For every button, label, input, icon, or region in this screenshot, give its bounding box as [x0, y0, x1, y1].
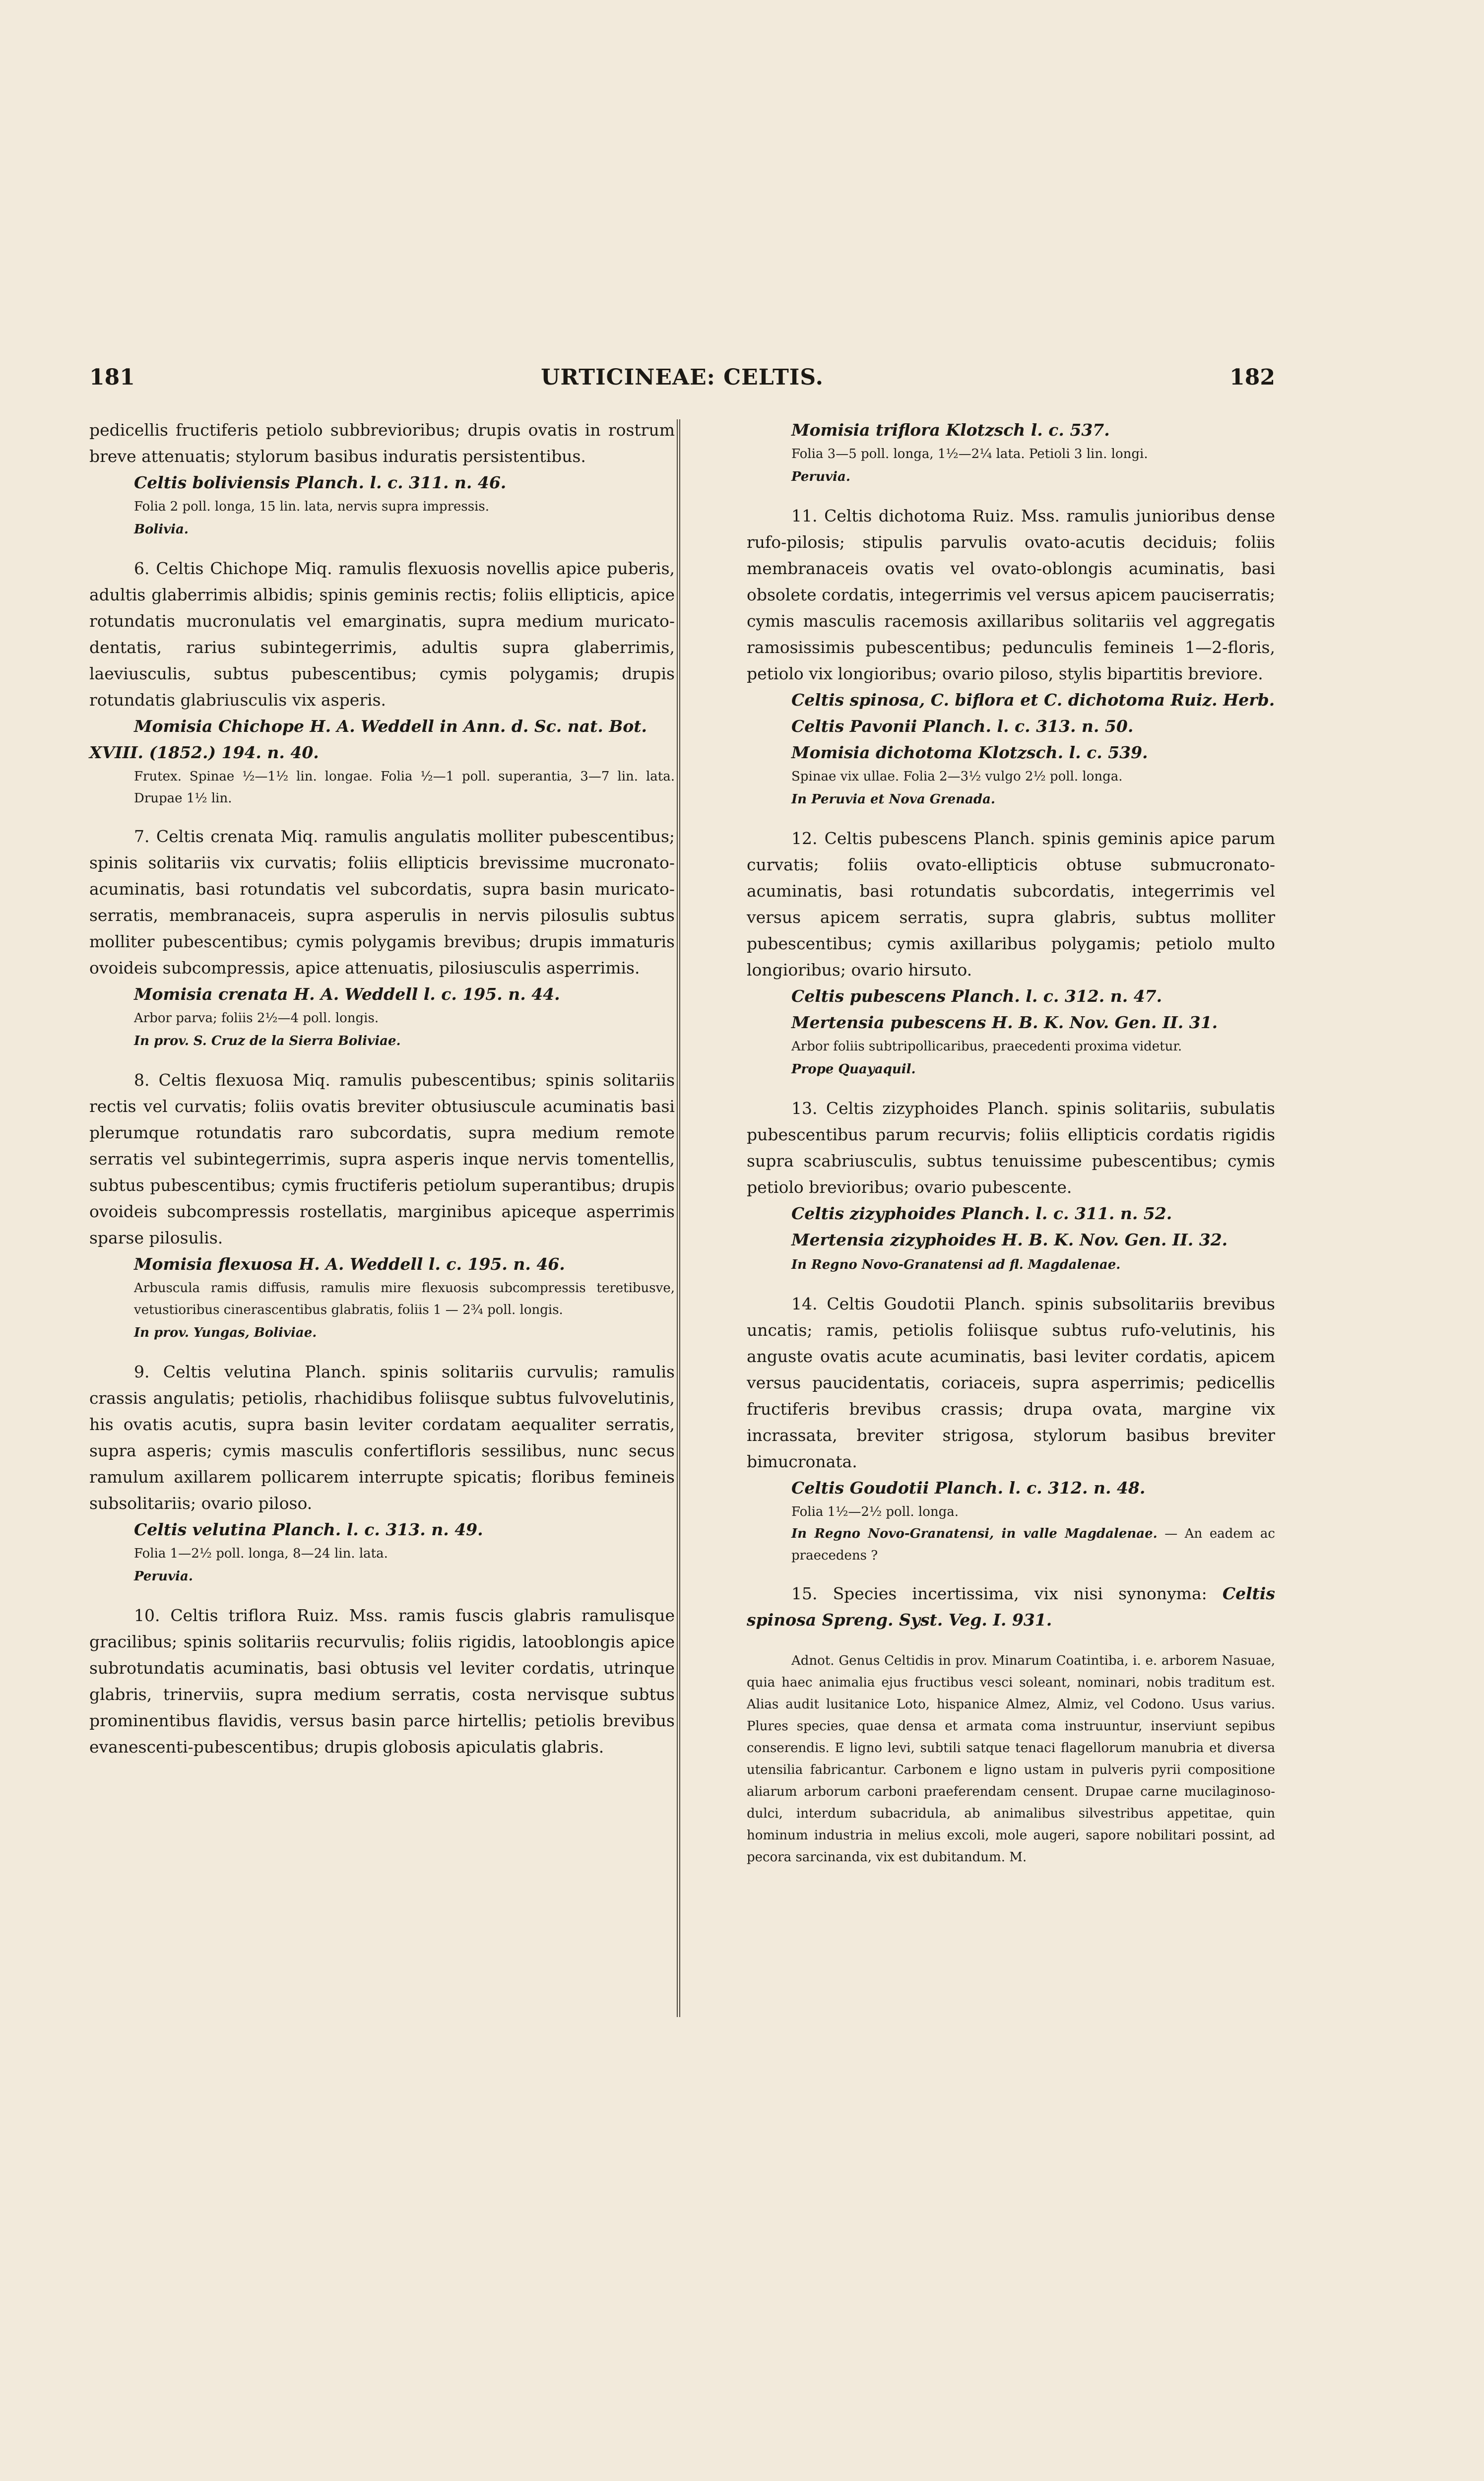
locality: In prov. S. Cruz de la Sierra Boliviae. — [134, 1034, 401, 1048]
synonym-citation: Celtis Pavonii Planch. l. c. 313. n. 50. — [791, 717, 1134, 736]
synonym-citation: Momisia crenata H. A. Weddell l. c. 195. n. 44. — [134, 984, 560, 1004]
synonym-citation: Momisia triflora Klotzsch l. c. 537. — [791, 420, 1110, 440]
synonym-citation: Celtis spinosa Spreng. Syst. Veg. I. 931. — [747, 1584, 1275, 1630]
folia-note: Folia 2 poll. longa, 15 lin. lata, nervis supra impressis. — [134, 499, 490, 514]
left-column — [89, 417, 675, 1760]
adnotatio-paragraph: Adnot. Genus Celtidis in prov. Minarum Coatintiba, i. e. arborem Nasuae, quia haec animalia ejus fructibus vesci soleant, nominari, nobis traditum est. Alias audit lusitanice Loto, hispanice Almez, Almiz, vel Codono. Usus varius. Plures species, quae densa et armata coma instruuntur, inserviunt sepibus conserendis. E ligno levi, subtili satque tenaci flagellorum manubria et diversa utensilia fabricantur. Carbonem e ligno ustam in pulveris pyrii compositione aliarum arborum carboni praeferendam censent. Drupae carne mucilaginoso-dulci, interdum subacridula, ab animalibus silvestribus appetitae, quin hominum industria in melius excoli, mole augeri, sapore nobilitari possint, ad pecora sarcinanda, vix est dubitandum. M. — [747, 1653, 1275, 1865]
synonym-citation: Momisia dichotoma Klotzsch. l. c. 539. — [791, 743, 1148, 762]
synonym-citation: Celtis zizyphoides Planch. l. c. 311. n. 52. — [791, 1204, 1172, 1223]
locality-remark-tail: — An eadem ac praecedens ? — [791, 1526, 1275, 1563]
locality: In Peruvia et Nova Grenada. — [791, 792, 995, 807]
species-6-description: 6. Celtis Chichope Miq. ramulis flexuosis novellis apice puberis, adultis glaberrimis albidis; spinis geminis rectis; foliis ellipticis, apice rotundatis mucronulatis vel emarginatis, supra medium muricato-dentatis, rarius subintegerrimis, adultis supra glaberrimis, laeviusculis, subtus pubescentibus; cymis polygamis; drupis rotundatis glabriusculis vix asperis. — [89, 559, 675, 710]
synonym-citation: Celtis pubescens Planch. l. c. 312. n. 47. — [791, 986, 1162, 1006]
species-15-text: 15. Species incertissima, vix nisi synonyma: — [791, 1584, 1207, 1603]
synonym-citation: Mertensia zizyphoides H. B. K. Nov. Gen. II. 32. — [791, 1230, 1228, 1249]
right-column — [747, 417, 1275, 1868]
species-8-description: 8. Celtis flexuosa Miq. ramulis pubescentibus; spinis solitariis rectis vel curvatis; foliis ovatis breviter obtusiuscule acuminatis basi plerumque rotundatis raro subcordatis, supra medium remote serratis vel subintegerrimis, supra asperis inque nervis tomentellis, subtus pubescentibus; cymis fructiferis petiolum superantibus; drupis ovoideis subcompressis rostellatis, marginibus apiceque asperrimis sparse pilosulis. — [89, 1070, 675, 1247]
locality: Prope Quayaquil. — [791, 1062, 916, 1077]
synonym-citation: Celtis spinosa, C. biflora et C. dichotoma Ruiz. Herb. — [791, 690, 1275, 710]
species-13-description: 13. Celtis zizyphoides Planch. spinis solitariis, subulatis pubescentibus parum recurvis; foliis ellipticis cordatis rigidis supra scabriusculis, subtus tenuissime pubescentibus; cymis petiolo brevioribus; ovario pubescente. — [747, 1099, 1275, 1197]
habit-note: Arbor foliis subtripollicaribus, praecedenti proxima videtur. — [791, 1039, 1182, 1054]
locality: Peruvia. — [791, 469, 850, 484]
synonym-citation: Celtis boliviensis Planch. l. c. 311. n. 46. — [134, 473, 507, 492]
synonym-citation: Momisia Chichope H. A. Weddell in Ann. d. Sc. nat. Bot. — [134, 717, 647, 736]
synonym-citation: Celtis velutina Planch. l. c. 313. n. 49. — [134, 1520, 483, 1539]
habit-note: Arbor parva; foliis 2½—4 poll. longis. — [134, 1011, 379, 1026]
species-10-description: 10. Celtis triflora Ruiz. Mss. ramis fuscis glabris ramulisque gracilibus; spinis solitariis recurvulis; foliis rigidis, latooblongis apice subrotundatis acuminatis, basi obtusis vel leviter cordatis, utrinque glabris, trinerviis, supra medium serratis, costa nervisque subtus prominentibus flavidis, versus basin parce hirtellis; petiolis brevibus evanescenti-pubescentibus; drupis globosis apiculatis glabris. — [89, 1606, 675, 1757]
synonym-citation: Celtis Goudotii Planch. l. c. 312. n. 48. — [791, 1478, 1146, 1498]
locality: In prov. Yungas, Boliviae. — [134, 1325, 317, 1340]
synonym-citation: Momisia flexuosa H. A. Weddell l. c. 195. n. 46. — [134, 1254, 565, 1274]
habit-note: Spinae vix ullae. Folia 2—3½ vulgo 2½ poll. longa. — [791, 769, 1123, 784]
species-15-description — [747, 1580, 1275, 1633]
folia-note: Folia 1½—2½ poll. longa. — [791, 1504, 959, 1519]
continued-paragraph: pedicellis fructiferis petiolo subbrevioribus; drupis ovatis in rostrum breve attenuatis; stylorum basibus induratis persistentibus. — [89, 420, 675, 466]
species-14-description: 14. Celtis Goudotii Planch. spinis subsolitariis brevibus uncatis; ramis, petiolis foliisque subtus rufo-velutinis, his anguste ovatis acute acuminatis, basi leviter cordatis, apicem versus paucidentatis, coriaceis, supra asperrimis; pedicellis fructiferis brevibus crassis; drupa ovata, margine vix incrassata, breviter strigosa, stylorum basibus breviter bimucronata. — [747, 1294, 1275, 1471]
locality: Bolivia. — [134, 522, 189, 537]
column-divider — [677, 419, 680, 2017]
synonym-citation-cont: XVIII. (1852.) 194. n. 40. — [89, 743, 319, 762]
folia-note: Folia 3—5 poll. longa, 1½—2¼ lata. Petioli 3 lin. longi. — [791, 447, 1148, 461]
locality-remark — [747, 1523, 1275, 1567]
species-12-description: 12. Celtis pubescens Planch. spinis geminis apice parum curvatis; foliis ovato-ellipticis obtuse submucronato-acuminatis, basi rotundatis subcordatis, integerrimis vel versus apicem serratis, supra glabris, subtus molliter pubescentibus; cymis axillaribus polygamis; petiolo multo longioribus; ovario hirsuto. — [747, 829, 1275, 979]
locality: In Regno Novo-Granatensi ad fl. Magdalenae. — [791, 1257, 1121, 1272]
species-9-description: 9. Celtis velutina Planch. spinis solitariis curvulis; ramulis crassis angulatis; petiolis, rhachidibus foliisque subtus fulvovelutinis, his ovatis acutis, supra basin leviter cordatam aequaliter serratis, supra asperis; cymis masculis confertifloris sessilibus, nunc secus ramulum axillarem pollicarem interrupte spicatis; floribus femineis subsolitariis; ovario piloso. — [89, 1362, 675, 1513]
locality: Peruvia. — [134, 1569, 193, 1584]
species-11-description: 11. Celtis dichotoma Ruiz. Mss. ramulis junioribus dense rufo-pilosis; stipulis parvulis ovato-acutis deciduis; foliis membranaceis ovatis vel ovato-oblongis acuminatis, basi obsolete cordatis, integerrimis vel versus apicem pauciserratis; cymis masculis racemosis axillaribus solitariis vel aggregatis ramosissimis pubescentibus; pedunculis femineis 1—2-floris, petiolo vix longioribus; ovario piloso, stylis bipartitis breviore. — [747, 506, 1276, 683]
synonym-citation: Mertensia pubescens H. B. K. Nov. Gen. II. 31. — [791, 1013, 1218, 1032]
page-header — [89, 365, 1275, 394]
page-number-left: 181 — [89, 365, 135, 390]
habit-note: Arbuscula ramis diffusis, ramulis mire flexuosis subcompressis teretibusve, vetustioribus cinerascentibus glabratis, foliis 1 — 2¾ poll. longis. — [134, 1281, 675, 1317]
folia-note: Folia 1—2½ poll. longa, 8—24 lin. lata. — [134, 1546, 388, 1561]
locality: In Regno Novo-Granatensi, in valle Magdalenae. — [791, 1526, 1158, 1541]
running-title: URTICINEAE: CELTIS. — [541, 365, 824, 390]
species-7-description: 7. Celtis crenata Miq. ramulis angulatis molliter pubescentibus; spinis solitariis vix curvatis; foliis ellipticis brevissime mucronato-acuminatis, basi rotundatis vel subcordatis, supra basin muricato-serratis, membranaceis, supra asperulis in nervis pilosulis subtus molliter pubescentibus; cymis polygamis brevibus; drupis immaturis ovoideis subcompressis, apice attenuatis, pilosiusculis asperrimis. — [89, 827, 675, 978]
habit-note: Frutex. Spinae ½—1½ lin. longae. Folia ½—1 poll. superantia, 3—7 lin. lata. Drupae 1½ lin. — [134, 769, 675, 806]
page-number-right: 182 — [1229, 365, 1275, 390]
